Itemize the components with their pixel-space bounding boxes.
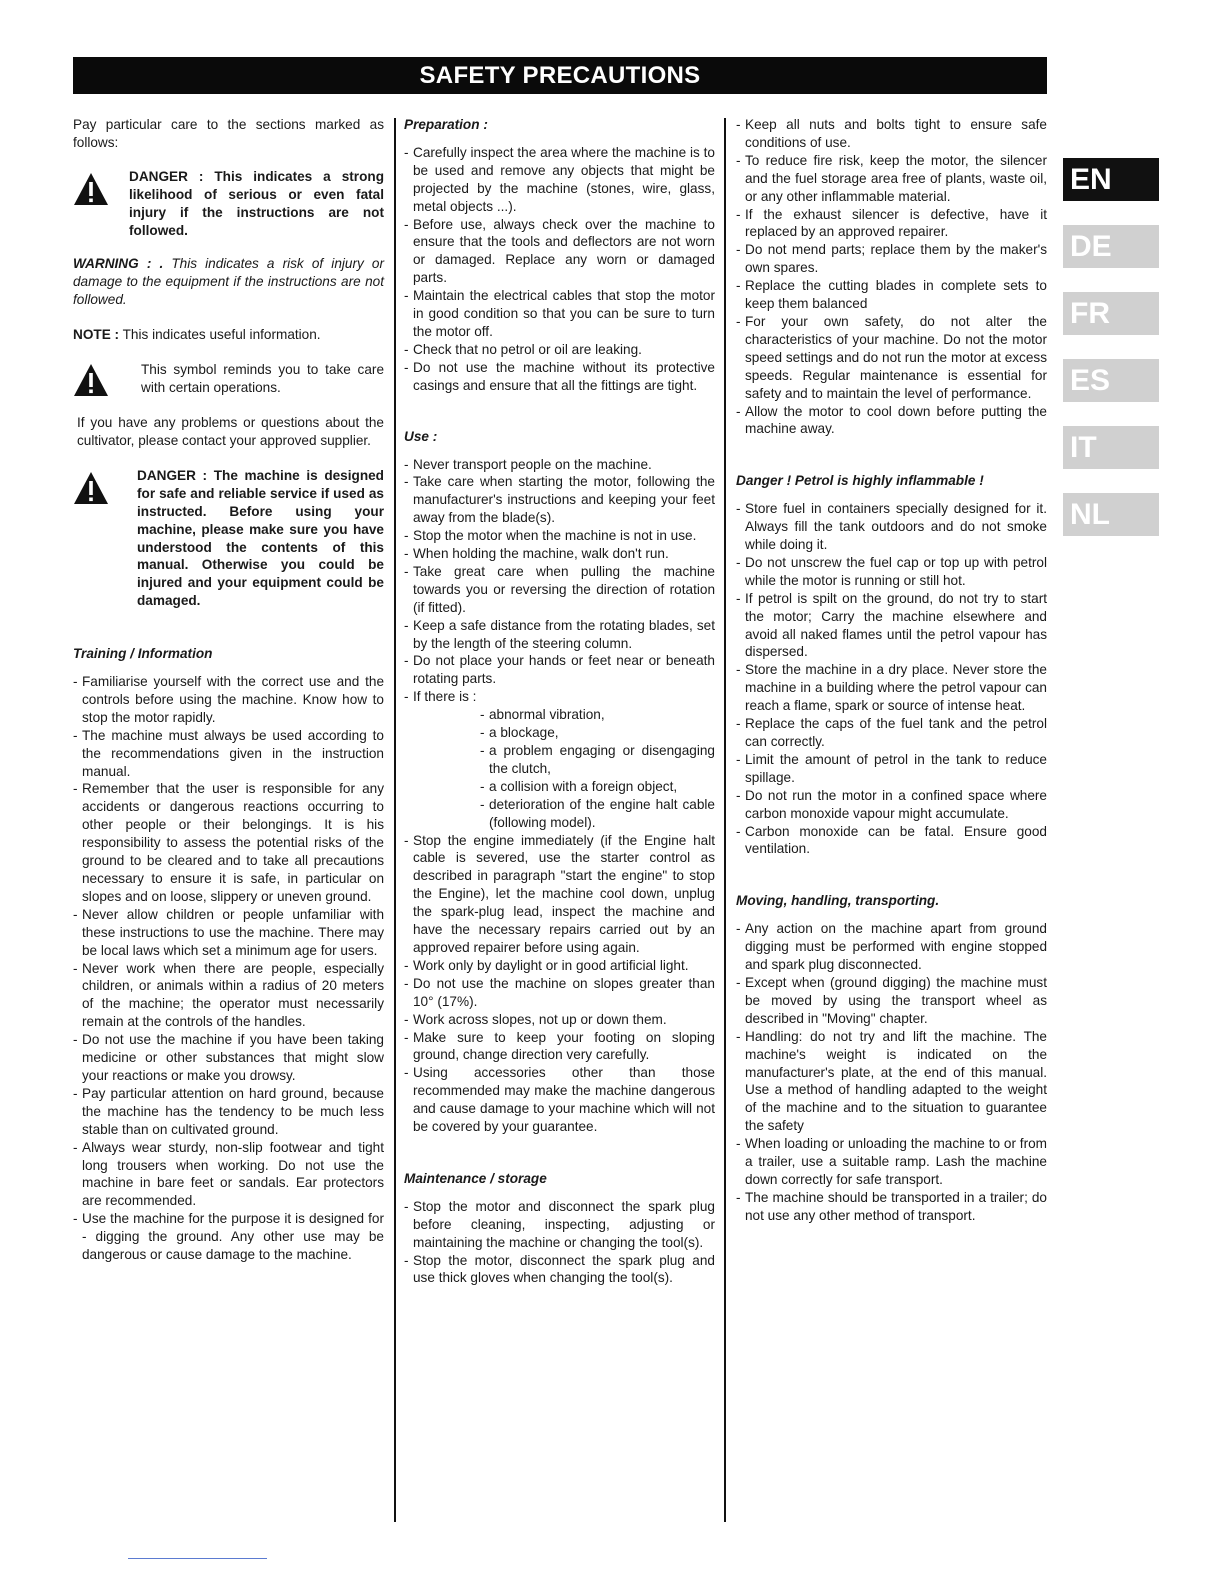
column-3 (736, 116, 1047, 1225)
moving-list (736, 920, 1047, 1224)
list-item: - Before use, always check over the machine to ensure that the tools and deflectors are not worn or damaged. Replace any worn or damaged parts. (404, 216, 715, 288)
petrol-list (736, 500, 1047, 858)
list-item: - Work only by daylight or in good artificial light. (404, 957, 715, 975)
list-item: - Make sure to keep your footing on sloping ground, change direction very carefully. (404, 1029, 715, 1065)
section-heading-petrol: Danger ! Petrol is highly inflammable ! (736, 473, 984, 489)
danger-text: DANGER : This indicates a strong likelihood of serious or even fatal injury if the instructions are not followed. (129, 168, 384, 238)
warning-triangle-icon (73, 471, 109, 505)
language-tab-en[interactable]: EN (1063, 158, 1159, 201)
list-item: - If petrol is spilt on the ground, do not try to start the motor; Carry the machine elsewhere and avoid all naked flames until the petrol vapour has dispersed. (736, 590, 1047, 662)
list-item: - Stop the motor when the machine is not in use. (404, 527, 715, 545)
list-item: - Remember that the user is responsible for any accidents or dangerous reactions occurring to other people or their belongings. It is his responsibility to assess the potential risks of the ground to be cleared and to take all precautions necessary to ensure it is safe, in particular on slopes and on loose, slippery or uneven ground. (73, 780, 384, 905)
training-list (73, 673, 384, 1264)
symbol-callout (73, 361, 384, 397)
list-item: - Except when (ground digging) the machine must be moved by using the transport wheel as described in "Moving" chapter. (736, 974, 1047, 1028)
sub-list-item: - deterioration of the engine halt cable (following model). (404, 796, 715, 832)
list-item: - Do not run the motor in a confined space where carbon monoxide vapour might accumulate. (736, 787, 1047, 823)
list-item: - Never allow children or people unfamiliar with these instructions to use the machine. There may be local laws which set a minimum age for users. (73, 906, 384, 960)
use-sublist (404, 706, 715, 831)
list-item: - Using accessories other than those recommended may make the machine dangerous and cause damage to your machine which will not be covered by your guarantee. (404, 1064, 715, 1136)
note-text: This indicates useful information. (119, 327, 321, 343)
section-heading-use: Use : (404, 428, 438, 444)
list-item: - Store the machine in a dry place. Never store the machine in a building where the petrol vapour can reach a flame, spark or source of intense heat. (736, 661, 1047, 715)
list-item: - If there is : (404, 688, 715, 706)
sub-list-item: - a collision with a foreign object, (404, 778, 715, 796)
sub-list-item: - a blockage, (404, 724, 715, 742)
column-divider (394, 118, 396, 1522)
warning-label: WARNING : . (73, 256, 164, 272)
list-item: - Do not use the machine without its protective casings and ensure that all the fittings are tight. (404, 359, 715, 395)
list-item: - Handling: do not try and lift the machine. The machine's weight is indicated on the manufacturer's plate, at the end of this manual. Use a method of handling adapted to the weight of the machine and to the situation to guarantee the safety (736, 1028, 1047, 1135)
list-item: - Allow the motor to cool down before putting the machine away. (736, 403, 1047, 439)
list-item: - For your own safety, do not alter the characteristics of your machine. Do not the motor speed settings and do not run the motor at excess speeds. Regular maintenance is essential for safety and to maintain the level of performance. (736, 313, 1047, 403)
list-item: - Carbon monoxide can be fatal. Ensure good ventilation. (736, 823, 1047, 859)
list-item: - Take great care when pulling the machine towards you or reversing the direction of rotation (if fitted). (404, 563, 715, 617)
list-item: - Do not use the machine if you have been taking medicine or other substances that might slow your reactions or make you drowsy. (73, 1031, 384, 1085)
note-paragraph (73, 326, 384, 344)
list-item: - Stop the engine immediately (if the Engine halt cable is severed, use the starter control as described in paragraph "start the engine" to stop the Engine), let the machine cool down, unplug the spark-plug lead, inspect the machine and have the necessary repairs carried out by an approved repairer before using again. (404, 832, 715, 957)
list-item: - Always wear sturdy, non-slip footwear and tight long trousers when working. Do not use the machine in bare feet or sandals. Ear protectors are recommended. (73, 1139, 384, 1211)
contact-text: If you have any problems or questions about the cultivator, please contact your approved supplier. (77, 415, 384, 448)
list-item: - Stop the motor and disconnect the spark plug before cleaning, inspecting, adjusting or maintaining the machine or changing the tool(s). (404, 1198, 715, 1252)
maintenance-list-continued (736, 116, 1047, 438)
language-tab-es[interactable]: ES (1063, 359, 1159, 402)
list-item: - To reduce fire risk, keep the motor, the silencer and the fuel storage area free of plants, waste oil, or any other inflammable material. (736, 152, 1047, 206)
list-item: - Any action on the machine apart from ground digging must be performed with engine stopped and spark plug disconnected. (736, 920, 1047, 974)
use-list-continued (404, 832, 715, 1136)
column-2 (404, 116, 715, 1287)
sub-list-item: - abnormal vibration, (404, 706, 715, 724)
list-item: - Do not mend parts; replace them by the maker's own spares. (736, 241, 1047, 277)
column-divider (724, 118, 726, 1522)
danger-callout-2 (73, 467, 384, 610)
list-item: - Maintain the electrical cables that stop the motor in good condition so that you can be sure to turn the motor off. (404, 287, 715, 341)
list-item: - Do not use the machine on slopes greater than 10° (17%). (404, 975, 715, 1011)
list-item: - The machine must always be used according to the recommendations given in the instruction manual. (73, 727, 384, 781)
warning-text: This indicates a risk of injury or damage to the equipment if the instructions are not followed. (73, 256, 384, 308)
list-item: - Limit the amount of petrol in the tank to reduce spillage. (736, 751, 1047, 787)
sub-list-item: - a problem engaging or disengaging the clutch, (404, 742, 715, 778)
list-item: - Never transport people on the machine. (404, 456, 715, 474)
list-item: - The machine should be transported in a trailer; do not use any other method of transport. (736, 1189, 1047, 1225)
language-tab-fr[interactable]: FR (1063, 292, 1159, 335)
preparation-list (404, 144, 715, 395)
list-item: - Carefully inspect the area where the machine is to be used and remove any objects that might be projected by the machine (stones, wire, glass, metal objects ...). (404, 144, 715, 216)
danger-callout (73, 168, 384, 240)
page-title: SAFETY PRECAUTIONS (73, 57, 1047, 94)
note-label: NOTE : (73, 327, 120, 343)
section-heading-maintenance: Maintenance / storage (404, 1170, 547, 1186)
list-item: - Stop the motor, disconnect the spark plug and use thick gloves when changing the tool(s). (404, 1252, 715, 1288)
language-tab-it[interactable]: IT (1063, 426, 1159, 469)
list-item: - When loading or unloading the machine to or from a trailer, use a suitable ramp. Lash the machine down correctly for safe transport. (736, 1135, 1047, 1189)
list-item: - Work across slopes, not up or down them. (404, 1011, 715, 1029)
warning-triangle-icon (73, 363, 109, 397)
list-item: - When holding the machine, walk don't run. (404, 545, 715, 563)
list-item: - Store fuel in containers specially designed for it. Always fill the tank outdoors and do not smoke while doing it. (736, 500, 1047, 554)
warning-paragraph (73, 255, 384, 309)
warning-triangle-icon (73, 172, 109, 206)
column-1 (73, 116, 384, 1264)
list-item: - Pay particular attention on hard ground, because the machine has the tendency to be much less stable than on cultivated ground. (73, 1085, 384, 1139)
list-item: - Keep all nuts and bolts tight to ensure safe conditions of use. (736, 116, 1047, 152)
list-item: - Keep a safe distance from the rotating blades, set by the length of the steering column. (404, 617, 715, 653)
language-tab-nl[interactable]: NL (1063, 493, 1159, 536)
list-item: - Take care when starting the motor, following the manufacturer's instructions and keeping your feet away from the blade(s). (404, 473, 715, 527)
list-item: - Replace the caps of the fuel tank and the petrol can correctly. (736, 715, 1047, 751)
language-tab-de[interactable]: DE (1063, 225, 1159, 268)
list-item: - Do not unscrew the fuel cap or top up with petrol while the motor is running or still hot. (736, 554, 1047, 590)
footer-line (128, 1558, 267, 1559)
list-item: - Familiarise yourself with the correct use and the controls before using the machine. Know how to stop the motor rapidly. (73, 673, 384, 727)
section-heading-training: Training / Information (73, 646, 213, 662)
section-heading-moving: Moving, handling, transporting. (736, 893, 940, 909)
maintenance-list (404, 1198, 715, 1288)
symbol-text: This symbol reminds you to take care with certain operations. (141, 362, 384, 395)
list-item: - Never work when there are people, especially children, or animals within a radius of 20 meters of the machine; the operator must necessarily remain at the controls of the handles. (73, 960, 384, 1032)
intro-text: Pay particular care to the sections marked as follows: (73, 117, 384, 150)
list-item: - Check that no petrol or oil are leaking. (404, 341, 715, 359)
list-item: - Use the machine for the purpose it is designed for - digging the ground. Any other use may be dangerous or cause damage to the machine. (73, 1210, 384, 1264)
section-heading-preparation: Preparation : (404, 117, 488, 132)
danger-text-2: DANGER : The machine is designed for safe and reliable service if used as instructed. Before using your machine, please make sure you have understood the contents of this manual. Otherwise you could be injured and your equipment could be damaged. (137, 467, 384, 609)
list-item: - If the exhaust silencer is defective, have it replaced by an approved repairer. (736, 206, 1047, 242)
list-item: - Replace the cutting blades in complete sets to keep them balanced (736, 277, 1047, 313)
use-list (404, 456, 715, 707)
list-item: - Do not place your hands or feet near or beneath rotating parts. (404, 652, 715, 688)
